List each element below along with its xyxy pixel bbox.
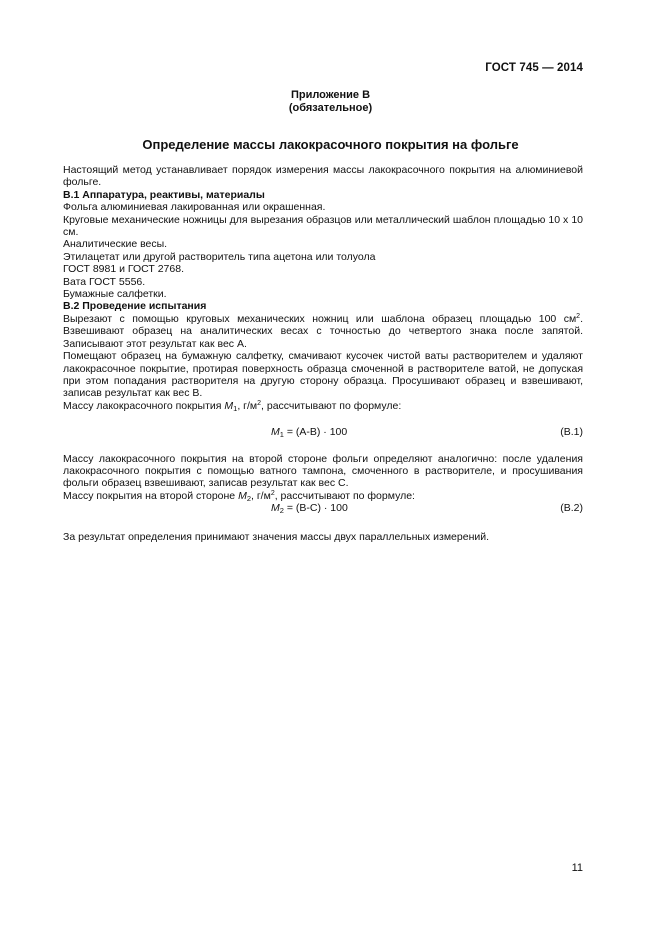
conclusion-paragraph: За результат определения принимают значения массы двух параллельных измерений. bbox=[63, 530, 490, 543]
subscript: 2 bbox=[279, 506, 284, 516]
list-item: Аналитические весы. bbox=[63, 238, 168, 251]
procedure-text: , рассчитывают по формуле: bbox=[261, 399, 402, 412]
procedure-paragraph-2: Помещают образец на бумажную салфетку, смачивают кусочек чистой ваты растворителем и удаляют лакокрасочное покрытие, протирая поверхность образца смоченной в растворителе ватой, не допуская при этом попадания растворителя на другую сторону образца. Просушивают образец и взвешивают, записав результат как вес В. bbox=[63, 350, 583, 400]
superscript: 2 bbox=[257, 399, 262, 407]
unit-text: , г/м bbox=[237, 399, 258, 412]
annex-label: Приложение В bbox=[290, 89, 371, 101]
variable: M bbox=[271, 502, 280, 515]
procedure-paragraph-4: Массу лакокрасочного покрытия на второй стороне фольги определяют аналогично: после удаления лакокрасочного покрытия с помощью ватного тампона, смоченного в растворителе, и просушивания фольги образец взвешивают, записав результат как вес С. bbox=[63, 452, 583, 490]
document-body bbox=[63, 164, 583, 543]
list-item: Фольга алюминиевая лакированная или окрашенная. bbox=[63, 201, 326, 214]
formula-number: (В.1) bbox=[560, 426, 583, 439]
subscript: 1 bbox=[233, 403, 238, 413]
expression-text: = (А-В) · 100 bbox=[283, 426, 348, 439]
list-item: Этилацетат или другой растворитель типа ацетона или толуола bbox=[63, 250, 376, 263]
formula-b2 bbox=[63, 502, 583, 514]
procedure-paragraph-1 bbox=[63, 313, 583, 350]
intro-paragraph bbox=[63, 164, 583, 189]
subscript: 2 bbox=[246, 493, 251, 503]
section-2-heading: В.2 Проведение испытания bbox=[63, 300, 207, 313]
formula-number: (В.2) bbox=[560, 502, 583, 515]
standard-reference: ГОСТ 745 — 2014 bbox=[485, 62, 583, 74]
list-item: ГОСТ 8981 и ГОСТ 2768. bbox=[63, 263, 184, 276]
superscript: 2 bbox=[576, 312, 581, 320]
annex-status: (обязательное) bbox=[288, 102, 373, 114]
page-number: 11 bbox=[571, 862, 583, 874]
expression-text: = (В-С) · 100 bbox=[283, 502, 348, 515]
page-title: Определение массы лакокрасочного покрытия на фольге bbox=[142, 137, 519, 152]
procedure-text: Вырезают с помощью круговых механических ножниц или шаблона образец площадью 100 см bbox=[63, 312, 577, 325]
intro-text: Настоящий метод устанавливает порядок измерения массы лакокрасочного покрытия на алюминиевой фольге. bbox=[63, 164, 583, 189]
list-item: Круговые механические ножницы для вырезания образцов или металлический шаблон площадью 10 x 10 см. bbox=[63, 213, 583, 239]
procedure-text: Массу лакокрасочного покрытия bbox=[63, 399, 225, 412]
subscript: 1 bbox=[279, 430, 284, 440]
procedure-text: . Взвешивают образец на аналитических весах с точностью до четвертого знака после запятой. Записывают этот результат как вес А. bbox=[63, 312, 583, 350]
formula-expression bbox=[271, 426, 347, 438]
variable: M bbox=[238, 489, 247, 502]
superscript: 2 bbox=[270, 489, 275, 497]
formula-b1 bbox=[63, 426, 583, 438]
formula-expression bbox=[271, 502, 348, 514]
list-item: Бумажные салфетки. bbox=[63, 288, 167, 301]
section-1-heading: В.1 Аппаратура, реактивы, материалы bbox=[63, 188, 265, 201]
list-item: Вата ГОСТ 5556. bbox=[63, 275, 146, 288]
unit-text: , г/м bbox=[251, 489, 271, 502]
procedure-text: Массу покрытия на второй стороне bbox=[63, 489, 239, 502]
procedure-text: , рассчитывают по формуле: bbox=[274, 489, 415, 502]
procedure-paragraph-5 bbox=[63, 490, 583, 502]
variable: M bbox=[224, 399, 234, 412]
variable: M bbox=[271, 426, 280, 439]
procedure-paragraph-3 bbox=[63, 400, 583, 412]
